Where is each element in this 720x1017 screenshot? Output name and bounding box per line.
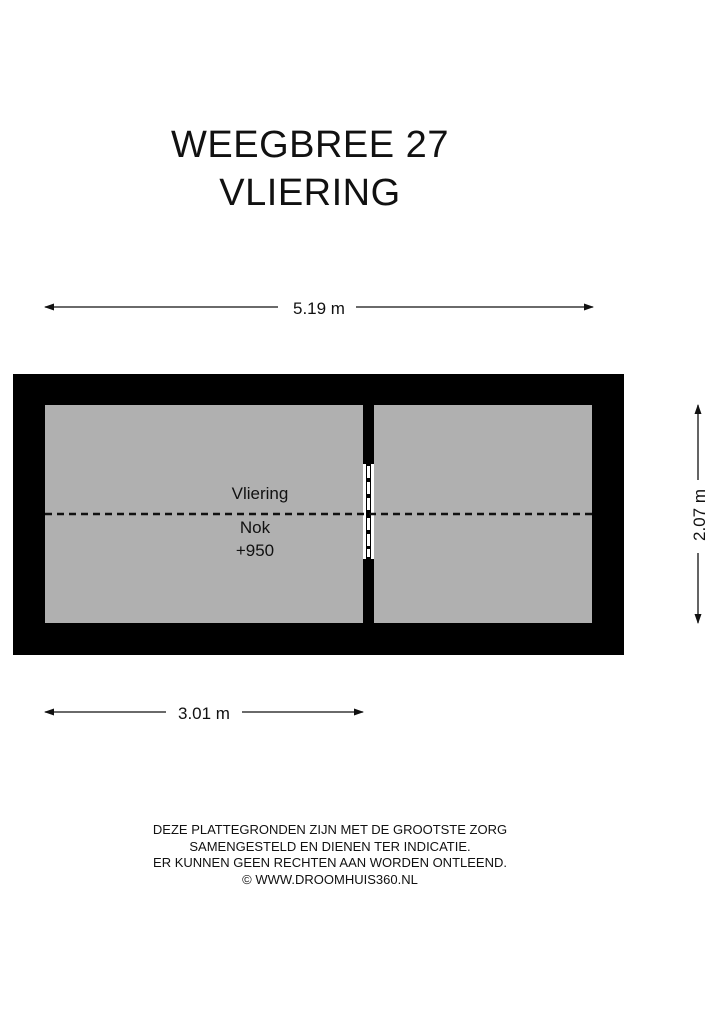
disclaimer-line-1: DEZE PLATTEGRONDEN ZIJN MET DE GROOTSTE ZORG (152, 822, 508, 837)
disclaimer (60, 822, 600, 888)
ridge-height: +950 (235, 541, 275, 560)
room-label-vliering: Vliering (231, 484, 289, 503)
partition-opening (363, 464, 374, 559)
disclaimer-line-4: © WWW.DROOMHUIS360.NL (242, 871, 418, 887)
disclaimer-line-3: ER KUNNEN GEEN RECHTEN AAN WORDEN ONTLEEND. (153, 855, 507, 870)
plan-title-floor: VLIERING (219, 172, 401, 214)
disclaimer-line-2: SAMENGESTELD EN DIENEN TER INDICATIE. (189, 838, 471, 854)
dimension-depth (690, 405, 709, 623)
ridge-label: Nok (239, 518, 271, 537)
dimension-total-width-label: 5.19 m (293, 299, 345, 318)
dimension-depth-label: 2.07 m (690, 489, 709, 541)
dimension-total-width (45, 299, 593, 318)
dimension-partial-width-label: 3.01 m (178, 704, 230, 723)
dimension-partial-width (45, 704, 363, 723)
plan-title-address: WEEGBREE 27 (171, 124, 449, 166)
